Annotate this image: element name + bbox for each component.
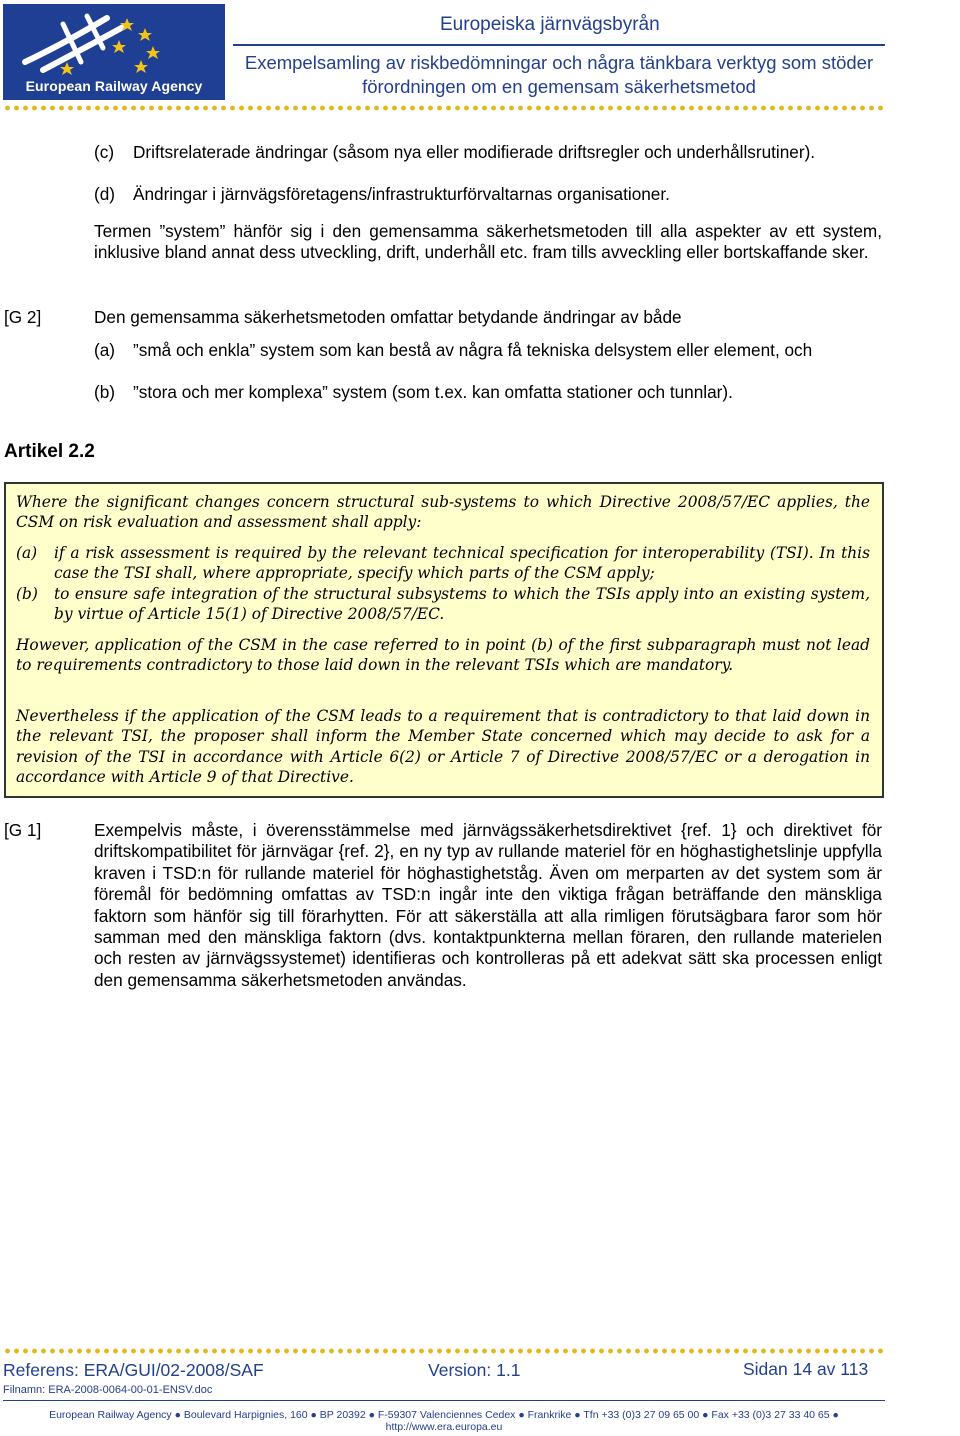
g2-paragraph: Den gemensamma säkerhetsmetoden omfattar betydande ändringar av både <box>94 307 682 327</box>
footer-star-border <box>3 1347 885 1355</box>
footer-url-link[interactable]: http://www.era.europa.eu <box>385 1421 503 1433</box>
guidance-marker-g2: [G 2] <box>4 307 42 327</box>
list-label-c: (c) <box>94 142 115 162</box>
header-divider <box>233 44 885 46</box>
footer-filename: Filnamn: ERA-2008-0064-00-01-ENSV.doc <box>3 1384 213 1396</box>
quote-item-a: if a risk assessment is required by the relevant technical specification for interoperability (TSI). In this case the TSI shall, where appropriate, specify which parts of the CSM apply; <box>54 544 870 583</box>
quote-intro: Where the significant changes concern structural sub-systems to which Directive 2008/57/EC applies, the CSM on risk evaluation and assessment shall apply: <box>16 493 870 532</box>
list-item-c: Driftsrelaterade ändringar (såsom nya eller modifierade driftsregler och underhållsrutiner). <box>133 142 816 162</box>
header-star-border <box>3 104 885 112</box>
g2-label-b: (b) <box>94 382 116 402</box>
quote-label-b: (b) <box>16 585 38 603</box>
footer-reference: Referens: ERA/GUI/02-2008/SAF <box>3 1360 264 1380</box>
g1-paragraph: Exempelvis måste, i överensstämmelse med järnvägssäkerhetsdirektivet {ref. 1} och direktivet för driftskompatibilitet för järnvägar {ref. 2}, en ny typ av rullande materiel för en höghastighetslinje uppfylla kraven i TSD:n för rullande materiel för höghastighetståg. Även om merparten av det system som är föremål för bedömning omfattas av TSD:n ingår inte den viktiga frågan beträffande den mänskliga faktorn som hänför sig till förarhytten. För att säkerställa att alla rimligen förutsägbara faror som hör samman med den mänskliga faktorn (dvs. kontaktpunkterna mellan föraren, den rullande materielen och resten av järnvägssystemet) identifieras och kontrolleras på ett adekvat sätt ska processen enligt den gemensamma säkerhetsmetoden användas. <box>94 820 882 990</box>
quote-nevertheless: Nevertheless if the application of the CSM leads to a requirement that is contradictory to that laid down in the relevant TSI, the proposer shall inform the Member State concerned which may decide to ask for a revision of the TSI in accordance with Article 6(2) or Article 7 of Directive 2008/57/EC or a derogation in accordance with Article 9 of that Directive. <box>16 707 870 786</box>
g2-item-a: ”små och enkla” system som kan bestå av några få tekniska delsystem eller element, och <box>133 340 813 360</box>
g2-label-a: (a) <box>94 340 116 360</box>
list-item-d: Ändringar i järnvägsföretagens/infrastrukturförvaltarnas organisationer. <box>133 184 670 204</box>
document-title-line-2: förordningen om en gemensam säkerhetsmetod <box>362 76 756 97</box>
era-logo <box>3 4 225 100</box>
quote-however: However, application of the CSM in the case referred to in point (b) of the first subparagraph must not lead to requirements contradictory to those laid down in the relevant TSIs which are mandatory. <box>16 636 870 675</box>
footer-version: Version: 1.1 <box>428 1360 521 1380</box>
quote-label-a: (a) <box>16 544 38 562</box>
document-title-line-1: Exempelsamling av riskbedömningar och några tänkbara verktyg som stöder <box>244 52 874 73</box>
agency-name: Europeiska järnvägsbyrån <box>440 14 660 35</box>
footer-address: European Railway Agency ● Boulevard Harpignies, 160 ● BP 20392 ● F-59307 Valenciennes Cedex ● Frankrike ● Tfn +33 (0)3 27 09 65 00 ● Fax +33 (0)3 27 33 40 65 ● <box>49 1409 839 1421</box>
footer-page-number: Sidan 14 av 113 <box>743 1359 869 1379</box>
footer-divider <box>3 1400 885 1401</box>
list-label-d: (d) <box>94 184 116 204</box>
system-paragraph: Termen ”system” hänför sig i den gemensamma säkerhetsmetoden till alla aspekter av ett system, inklusive bland annat dess utveckling, drift, underhåll etc. fram tills avveckling eller bortskaffande sker. <box>94 221 882 262</box>
g2-item-b: ”stora och mer komplexa” system (som t.ex. kan omfatta stationer och tunnlar). <box>133 382 733 402</box>
logo-text: European Railway Agency <box>25 78 203 94</box>
legal-quote-box <box>4 482 884 798</box>
guidance-marker-g1: [G 1] <box>4 820 42 840</box>
article-heading: Artikel 2.2 <box>4 441 95 462</box>
quote-item-b: to ensure safe integration of the structural subsystems to which the TSIs apply into an existing system, by virtue of Article 15(1) of Directive 2008/57/EC. <box>54 585 870 624</box>
